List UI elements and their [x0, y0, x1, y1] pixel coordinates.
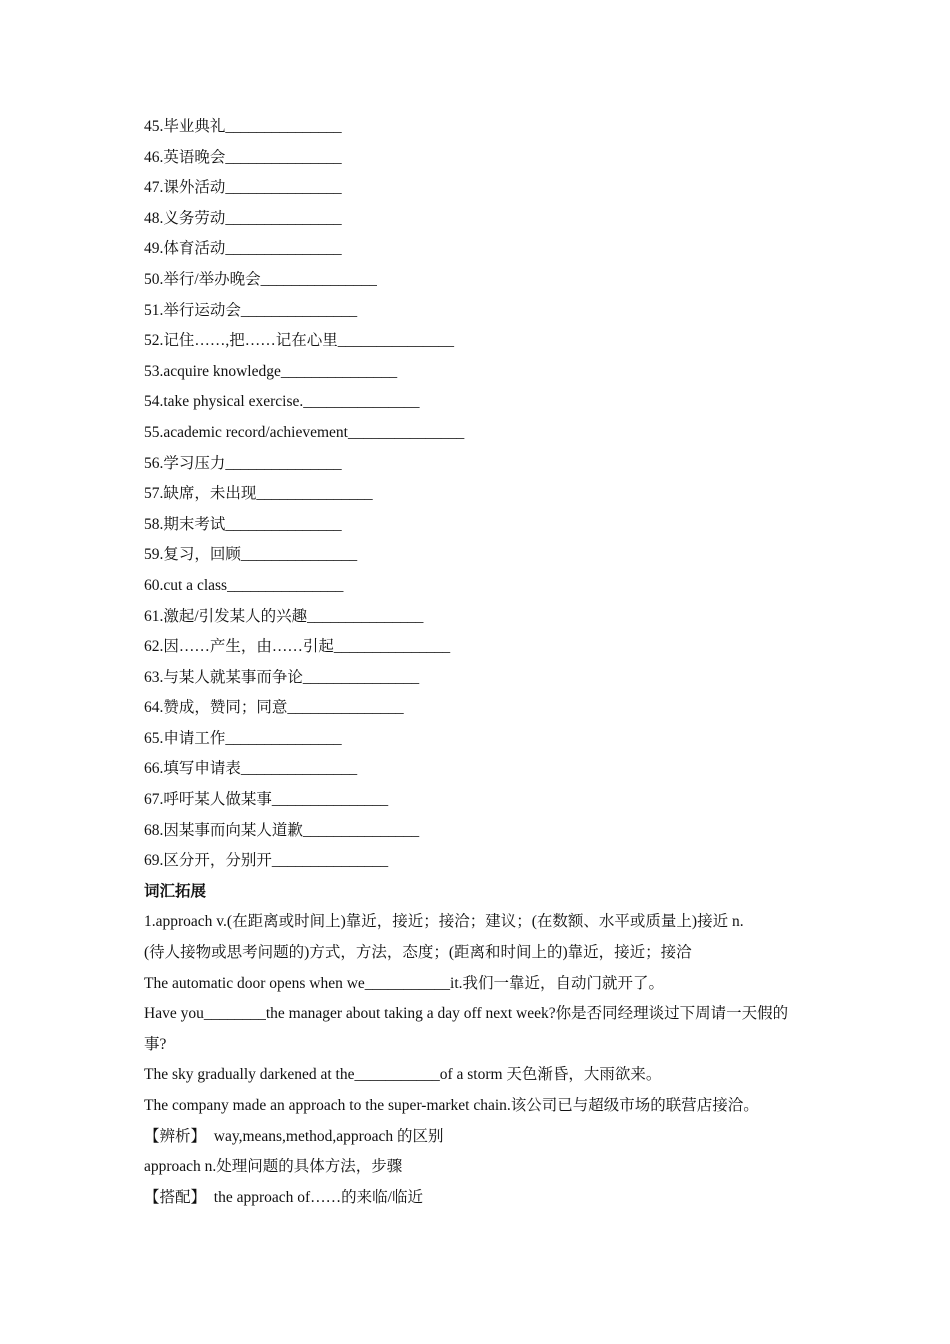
phrase-item: 68.因某事而向某人道歉_______________	[144, 821, 420, 839]
phrase-item: 51.举行运动会_______________	[144, 301, 358, 319]
phrase-item: 48.义务劳动_______________	[144, 209, 342, 227]
phrase-item: 45.毕业典礼_______________	[144, 118, 342, 135]
phrase-item: 56.学习压力_______________	[144, 454, 342, 472]
phrase-item: 67.呼吁某人做某事_______________	[144, 791, 389, 809]
phrase-item: 64.赞成，赞同；同意_______________	[144, 699, 404, 717]
phrase-item: 60.cut a class_______________	[144, 576, 344, 594]
phrase-item: 55.academic record/achievement_______________	[144, 423, 465, 441]
usage-note	[144, 1122, 824, 1153]
collocation-text: the approach of……的来临/临近	[213, 1188, 423, 1206]
example-sentence-1: The automatic door opens when we___________it.我们一靠近，自动门就开了。	[144, 974, 665, 992]
example-sentence-2: Have you________the manager about taking a day off next week?你是否同经理谈过下周请一天假的事?	[144, 1005, 789, 1053]
usage-note-label: 【辨析】	[144, 1127, 207, 1145]
phrase-item: 49.体育活动_______________	[144, 240, 342, 258]
phrase-item: 61.激起/引发某人的兴趣_______________	[144, 607, 424, 625]
section-heading: 词汇拓展	[144, 882, 207, 900]
phrase-item: 57.缺席，未出现_______________	[144, 485, 373, 503]
phrase-item: 62.因……产生，由……引起_______________	[144, 638, 451, 656]
page-content	[144, 112, 824, 1213]
phrase-item: 53.acquire knowledge_______________	[144, 362, 398, 380]
phrase-item: 50.举行/举办晚会_______________	[144, 270, 377, 288]
phrase-item: 46.英语晚会_______________	[144, 148, 342, 166]
phrase-item: 58.期末考试_______________	[144, 515, 342, 533]
usage-note-text: way,means,method,approach 的区别	[213, 1127, 444, 1145]
example-sentence-4: The company made an approach to the super-market chain.该公司已与超级市场的联营店接洽。	[144, 1097, 759, 1114]
phrase-item: 66.填写申请表_______________	[144, 760, 358, 778]
phrase-list	[144, 112, 824, 877]
collocation-label: 【搭配】	[144, 1188, 207, 1206]
definition-line-1: 1.approach v.(在距离或时间上)靠近，接近；接洽；建议；(在数额、水平或质量上)接近 n.	[144, 913, 744, 931]
definition-line-2: (待人接物或思考问题的)方式，方法，态度；(距离和时间上的)靠近，接近；接洽	[144, 944, 692, 962]
phrase-item: 69.区分开，分别开_______________	[144, 852, 389, 870]
collocation	[144, 1183, 824, 1214]
usage-note-detail: approach n.处理问题的具体方法，步骤	[144, 1158, 403, 1176]
phrase-item: 63.与某人就某事而争论_______________	[144, 668, 420, 686]
phrase-item: 65.申请工作_______________	[144, 729, 342, 747]
phrase-item: 54.take physical exercise._______________	[144, 393, 420, 411]
phrase-item: 47.课外活动_______________	[144, 179, 342, 197]
example-sentence-3: The sky gradually darkened at the___________of a storm 天色渐昏，大雨欲来。	[144, 1066, 662, 1084]
phrase-item: 52.记住……,把……记在心里_______________	[144, 332, 455, 350]
phrase-item: 59.复习，回顾_______________	[144, 546, 358, 564]
